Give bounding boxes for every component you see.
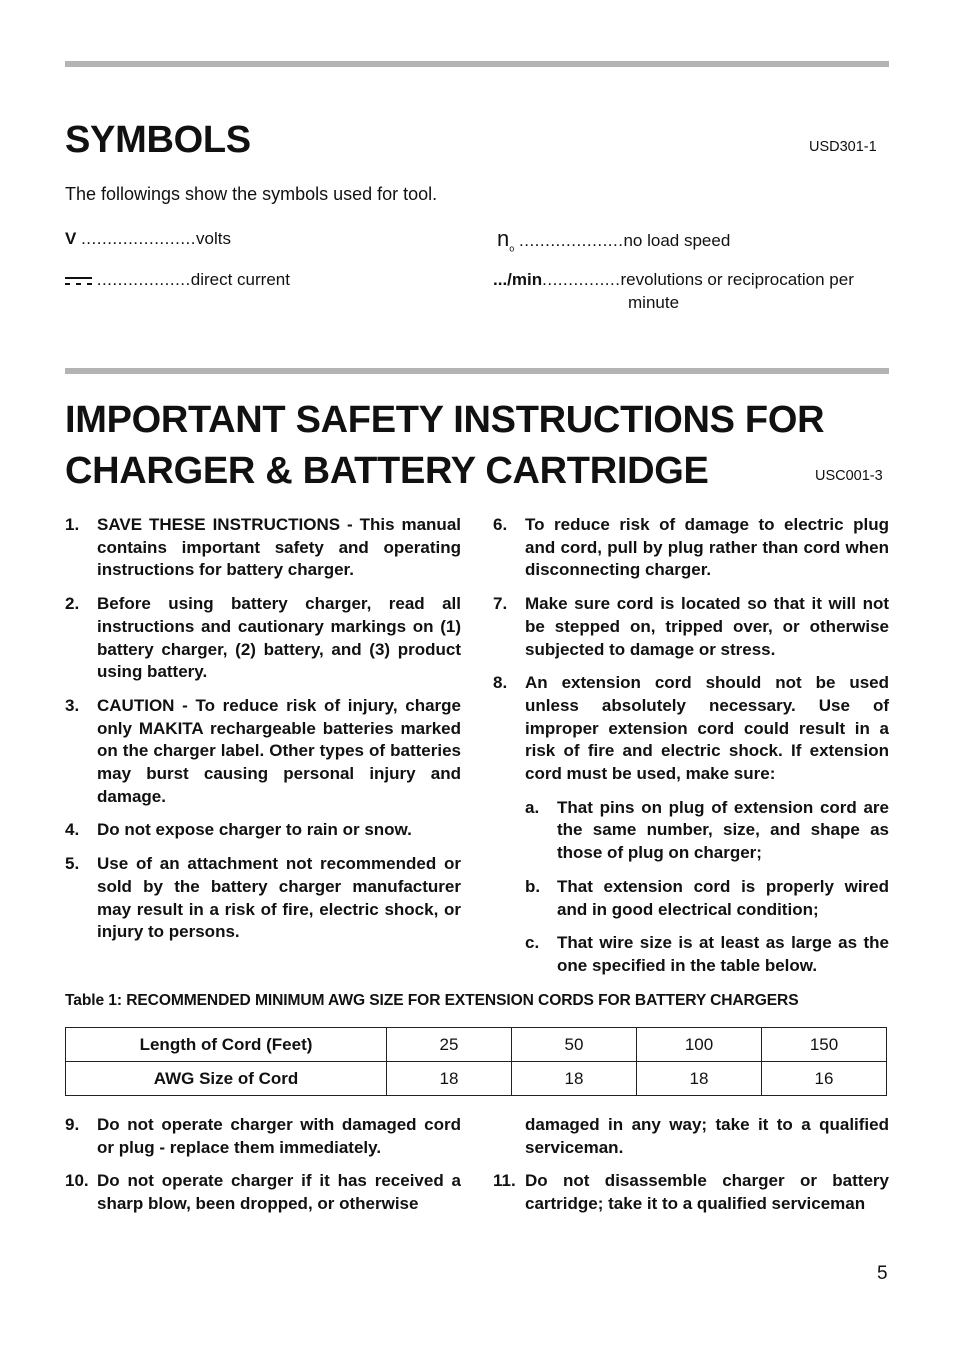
list-item: 2. Before using battery charger, read all instructions and cautionary markings on (1) battery charger, (2) battery, and (3) product using battery.	[65, 594, 461, 682]
table-title: Table 1: RECOMMENDED MINIMUM AWG SIZE FOR EXTENSION CORDS FOR BATTERY CHARGERS	[65, 992, 799, 1009]
symbol-per-minute	[493, 268, 854, 291]
safety-doc-code: USC001-3	[815, 468, 883, 484]
list-item: 6. To reduce risk of damage to electric plug and cord, pull by plug rather than cord when disconnecting charger.	[493, 515, 889, 580]
list-item: 10. Do not operate charger if it has received a sharp blow, been dropped, or otherwise	[65, 1171, 461, 1214]
symbols-intro: The followings show the symbols used for tool.	[65, 184, 438, 204]
table-cell: 18	[387, 1062, 512, 1096]
list-item: 8. An extension cord should not be used unless absolutely necessary. Use of improper extension cord could result in a risk of fire and electric shock. If extension cord must be used, make sure: a. That pins on plug of extension cord are the same number, size, and shape as those of plug on charger; b. That extension cord is properly wired and in good electrical condition; c. That wire size is at least as large as the one specified in the table below.	[493, 672, 889, 977]
symbol-leader: ..................	[96, 270, 191, 289]
symbol-leader: ....................	[519, 231, 624, 250]
table-row	[66, 1062, 887, 1096]
table-cell: 18	[637, 1062, 762, 1096]
list-item: 11. Do not disassemble charger or battery cartridge; take it to a qualified serviceman	[493, 1171, 889, 1214]
table-row	[66, 1028, 887, 1062]
list-item: 9. Do not operate charger with damaged cord or plug - replace them immediately.	[65, 1115, 461, 1157]
safety-heading-line1: IMPORTANT SAFETY INSTRUCTIONS FOR	[65, 399, 825, 441]
table-cell: 50	[512, 1028, 637, 1062]
table-cell: 100	[637, 1028, 762, 1062]
safety-left-column	[65, 514, 461, 955]
symbol-key: .../min	[493, 270, 543, 289]
symbol-no-load-speed	[497, 227, 730, 260]
symbol-key: V	[65, 229, 77, 248]
symbols-doc-code: USD301-1	[809, 139, 877, 155]
table-cell: 150	[762, 1028, 887, 1062]
table-row-header: Length of Cord (Feet)	[66, 1028, 387, 1062]
table-cell: 16	[762, 1062, 887, 1096]
awg-table	[65, 1027, 887, 1096]
sub-list-item: b. That extension cord is properly wired and in good electrical condition;	[525, 876, 889, 919]
symbol-label: direct current	[190, 270, 290, 289]
direct-current-icon	[65, 277, 92, 285]
symbol-volts	[65, 227, 231, 250]
table-cell: 18	[512, 1062, 637, 1096]
list-item: 3. CAUTION - To reduce risk of injury, charge only MAKITA rechargeable batteries marked on the charger label. Other types of batteries may burst causing personal injury and damage.	[65, 695, 461, 806]
symbol-label: no load speed	[623, 231, 731, 250]
safety-heading-line2: CHARGER & BATTERY CARTRIDGE	[65, 450, 709, 492]
table-cell: 25	[387, 1028, 512, 1062]
list-item: 4. Do not expose charger to rain or snow.	[65, 820, 412, 840]
symbol-key: $n_o$	[497, 226, 515, 254]
list-item: 5. Use of an attachment not recommended or sold by the battery charger manufacturer may result in a risk of fire, electric shock, or injury to persons.	[65, 854, 461, 942]
list-item: 1. SAVE THESE INSTRUCTIONS - This manual contains important safety and operating instructions for battery charger.	[65, 515, 461, 580]
symbol-label: revolutions or reciprocation per	[620, 270, 854, 289]
symbol-per-minute-label-cont: minute	[628, 293, 680, 312]
list-item-continuation: damaged in any way; take it to a qualified serviceman.	[525, 1115, 889, 1157]
symbol-direct-current	[65, 268, 290, 291]
table-row-header: AWG Size of Cord	[66, 1062, 387, 1096]
symbols-heading: SYMBOLS	[65, 119, 251, 161]
safety-right-column-continued	[493, 1114, 889, 1227]
sub-list-item: c. That wire size is at least as large as the one specified in the table below.	[525, 933, 889, 975]
symbol-leader: ...............	[542, 270, 621, 289]
symbol-label: volts	[196, 229, 231, 248]
safety-right-column	[493, 514, 889, 989]
symbol-leader: ......................	[81, 229, 196, 248]
page-number: 5	[877, 1263, 888, 1284]
sub-list-item: a. That pins on plug of extension cord are the same number, size, and shape as those of plug on charger;	[525, 797, 889, 863]
list-item: 7. Make sure cord is located so that it will not be stepped on, tripped over, or otherwise subjected to damage or stress.	[493, 594, 889, 659]
top-divider	[65, 61, 889, 67]
section-divider	[65, 368, 889, 374]
safety-left-column-continued	[65, 1114, 461, 1227]
